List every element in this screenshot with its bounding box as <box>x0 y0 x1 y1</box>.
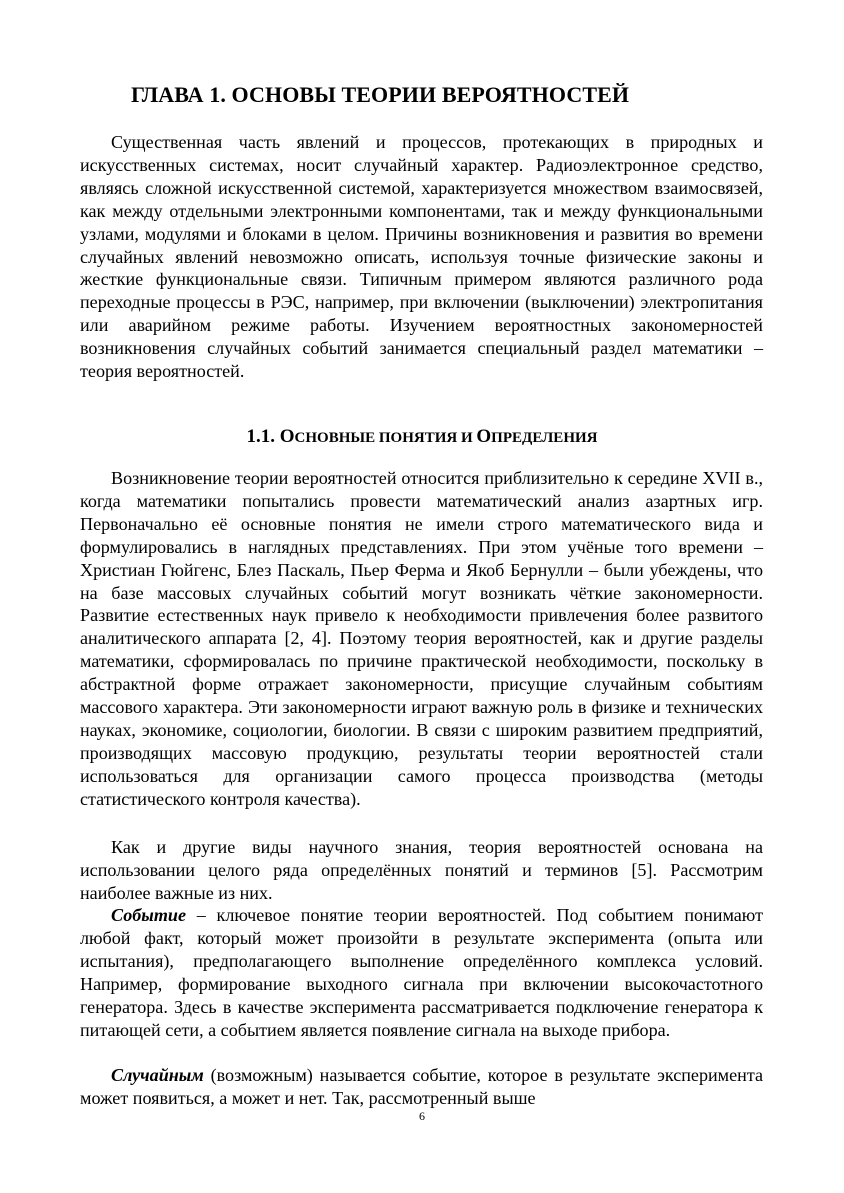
intro-paragraph: Существенная часть явлений и процессов, протекающих в природных и искусственных системах, носит случайный характер. Радиоэлектронное средство, являясь сложной искусственной системой, характеризуется множеством взаимосвязей, как между отдельными электронными компонентами, так и между функциональными узлами, модулями и блоками в целом. Причины возникновения и развития во времени случайных явлений невозможно описать, используя точные физические законы и жесткие функциональные связи. Типичным примером являются различного рода переходные процессы в РЭС, например, при включении (выключении) электропитания или аварийном режиме работы. Изучением вероятностных закономерностей возникновения случайных событий занимается специальный раздел математики – теория вероятностей. <box>80 132 763 382</box>
terms-intro-paragraph: Как и другие виды научного знания, теория вероятностей основана на использовании целого ряда определённых понятий и терминов [5]. Рассмотрим наиболее важные из них. <box>80 837 763 903</box>
event-definition-text: – ключевое понятие теории вероятностей. Под событием понимают любой факт, который может произойти в результате эксперимента (опыта или испытания), предполагающего выполнение определённого комплекса условий. Например, формирование выходного сигнала при включении высокочастотного генератора. Здесь в качестве эксперимента рассматривается подключение генератора к питающей сети, а событием является появление сигнала на выходе прибора. <box>80 905 763 1040</box>
history-paragraph: Возникновение теории вероятностей относится приблизительно к середине XVII в., когда математики попытались провести математический анализ азартных игр. Первоначально её основные понятия не имели строго математического вида и формулировались в наглядных представлениях. При этом учёные того времени – Христиан Гюйгенс, Блез Паскаль, Пьер Ферма и Якоб Бернулли – были убеждены, что на базе массовых случайных событий могут возникать чёткие закономерности. Развитие естественных наук привело к необходимости привлечения более развитого аналитического аппарата [2, 4]. Поэтому теория вероятностей, как и другие разделы математики, сформировалась по причине практической необходимости, поскольку в абстрактной форме отражает закономерности, присущие случайным событиям массового характера. Эти закономерности играют важную роль в физике и технических науках, экономике, социологии, биологии. В связи с широким развитием предприятий, производящих массовую продукцию, результаты теории вероятностей стали использоваться для организации самого процесса производства (методы статистического контроля качества). <box>80 468 763 809</box>
random-definition-text: (возможным) называется событие, которое в результате эксперимента может появиться, а может и нет. Так, рассмотренный выше <box>80 1065 763 1108</box>
section-title <box>0 426 844 448</box>
random-event-definition-paragraph <box>80 1064 763 1110</box>
event-term: Событие <box>111 905 186 925</box>
section-title-rest-2-first: О <box>476 426 492 447</box>
page-number: 6 <box>419 1109 425 1123</box>
event-definition-paragraph <box>80 904 763 1041</box>
chapter-title: ГЛАВА 1. ОСНОВЫ ТЕОРИИ ВЕРОЯТНОСТЕЙ <box>131 82 630 107</box>
section-title-rest-1: СНОВНЫЕ ПОНЯТИЯ И <box>294 430 477 446</box>
section-title-first-letter: О <box>279 426 295 447</box>
section-title-rest-2: ПРЕДЕЛЕНИЯ <box>491 430 598 446</box>
section-number: 1.1. <box>246 426 276 447</box>
random-term: Случайным <box>111 1065 204 1085</box>
